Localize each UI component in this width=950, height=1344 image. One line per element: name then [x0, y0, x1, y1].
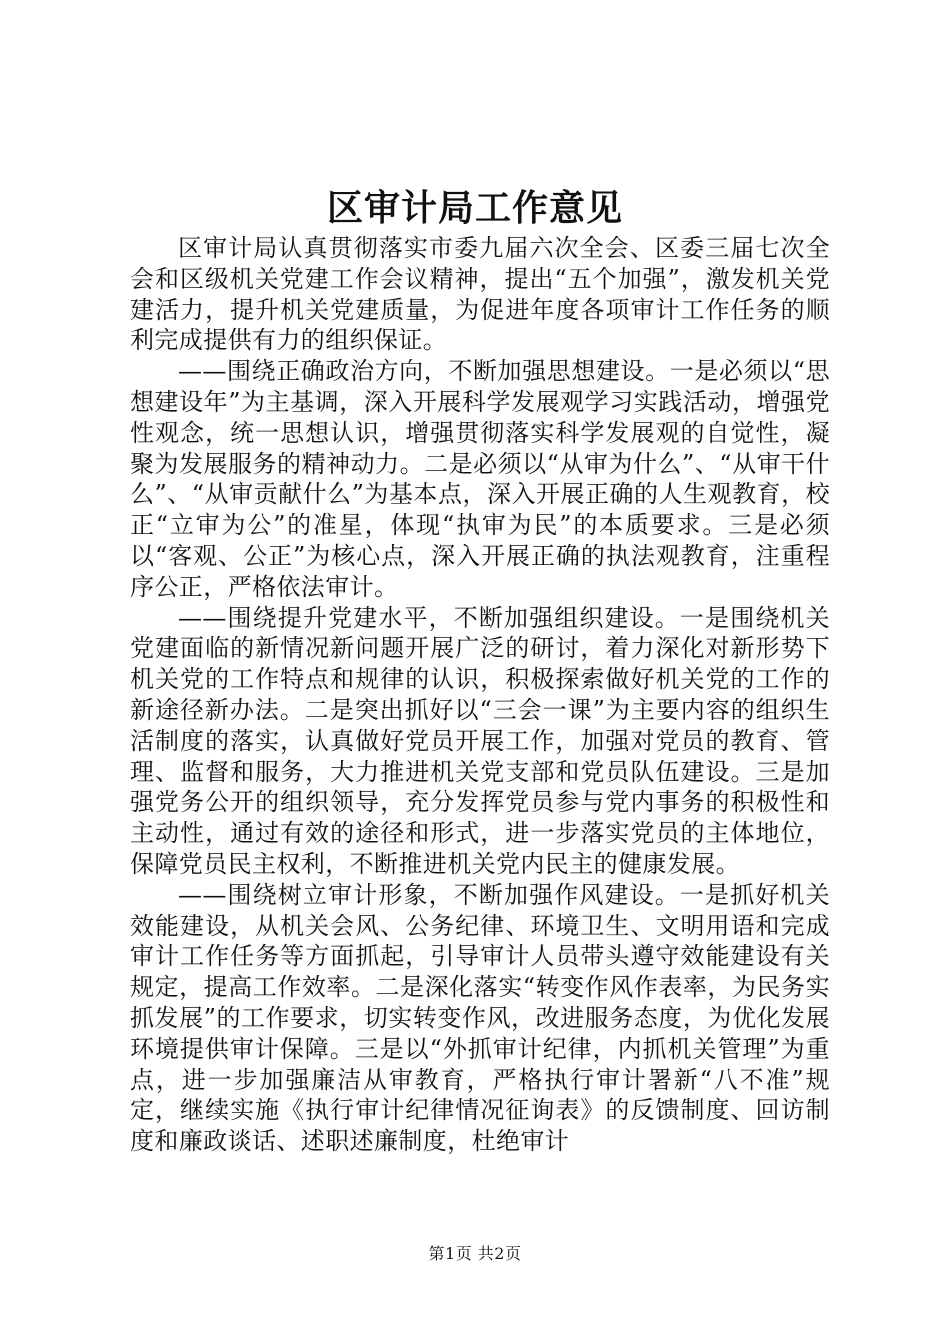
- paragraph-ideological-building: ——围绕正确政治方向，不断加强思想建设。一是必须以“思想建设年”为主基调，深入开展科学发展观学习实践活动，增强党性观念，统一思想认识，增强贯彻落实科学发展观的自觉性，凝聚为发展服务的精神动力。二是必须以“从审为什么”、“从审干什么”、“从审贡献什么”为基本点，深入开展正确的人生观教育，校正“立审为公”的准星，体现“执审为民”的本质要求。三是必须以“客观、公正”为核心点，深入开展正确的执法观教育，注重程序公正，严格依法审计。: [130, 357, 830, 601]
- paragraph-intro: 区审计局认真贯彻落实市委九届六次全会、区委三届七次全会和区级机关党建工作会议精神，提出“五个加强”，激发机关党建活力，提升机关党建质量，为促进年度各项审计工作任务的顺利完成提供有力的组织保证。: [130, 234, 830, 355]
- document-title: 区审计局工作意见: [326, 187, 623, 229]
- paragraph-organizational-building: ——围绕提升党建水平，不断加强组织建设。一是围绕机关党建面临的新情况新问题开展广泛的研讨，着力深化对新形势下机关党的工作特点和规律的认识，积极探索做好机关党的工作的新途径新办法。二是突出抓好以“三会一课”为主要内容的组织生活制度的落实，认真做好党员开展工作，加强对党员的教育、管理、监督和服务，大力推进机关党支部和党员队伍建设。三是加强党务公开的组织领导，充分发挥党员参与党内事务的积极性和主动性，通过有效的途径和形式，进一步落实党员的主体地位，保障党员民主权利，不断推进机关党内民主的健康发展。: [130, 603, 830, 878]
- document-body: [130, 233, 830, 1157]
- page-number-footer: 第1页 共2页: [428, 1244, 522, 1263]
- paragraph-work-style-building: ——围绕树立审计形象，不断加强作风建设。一是抓好机关效能建设，从机关会风、公务纪律、环境卫生、文明用语和完成审计工作任务等方面抓起，引导审计人员带头遵守效能建设有关规定，提高工作效率。二是深化落实“转变作风作表率，为民务实抓发展”的工作要求，切实转变作风，改进服务态度，为优化发展环境提供审计保障。三是以“外抓审计纪律，内抓机关管理”为重点，进一步加强廉洁从审教育，严格执行审计署新“八不准”规定，继续实施《执行审计纪律情况征询表》的反馈制度、回访制度和廉政谈话、述职述廉制度，杜绝审计: [130, 880, 830, 1156]
